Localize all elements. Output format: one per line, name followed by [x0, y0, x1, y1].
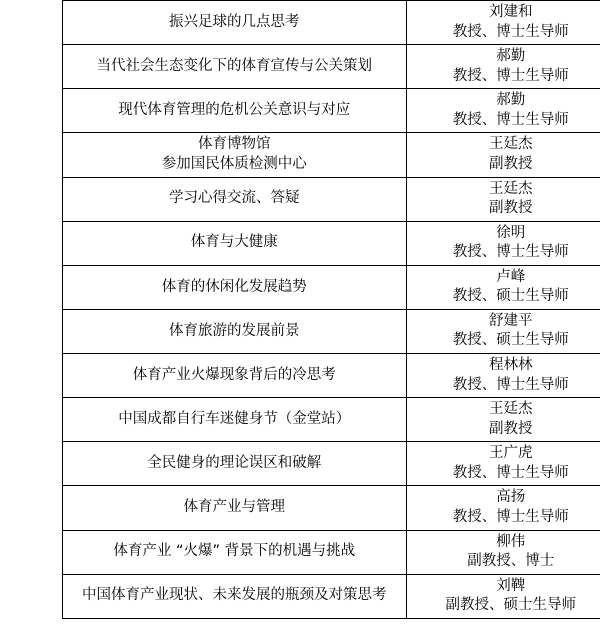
table-row [63, 442, 600, 486]
presenter-cell [406, 221, 600, 265]
topic-line: 体育产业火爆现象背后的冷思考 [132, 366, 336, 383]
topic-line: 学习心得交流、答疑 [169, 190, 300, 207]
table-row [63, 530, 600, 574]
presenter-name: 王廷杰 [489, 180, 533, 197]
presenter-cell [406, 574, 600, 618]
presenter-cell [406, 486, 600, 530]
topic-line: 当代社会生态变化下的体育宣传与公关策划 [96, 57, 373, 74]
presenter-name: 舒建平 [489, 312, 533, 329]
topic-cell [63, 309, 407, 353]
presenter-title: 副教授 [489, 200, 533, 217]
presenter-title: 教授、博士生导师 [452, 464, 569, 481]
topic-line: 体育产业 “火爆” 背景下的机遇与挑战 [113, 543, 356, 560]
topic-cell [63, 354, 407, 398]
presenter-title: 副教授、博士 [467, 553, 555, 570]
presenter-title: 教授、博士生导师 [452, 244, 569, 261]
table-row [63, 1, 600, 45]
schedule-table [62, 0, 600, 619]
presenter-cell [406, 309, 600, 353]
presenter-title: 副教授 [489, 155, 533, 172]
presenter-title: 教授、博士生导师 [452, 111, 569, 128]
table-row [63, 89, 600, 133]
topic-cell [63, 1, 407, 45]
table-row [63, 265, 600, 309]
presenter-name: 王广虎 [489, 445, 533, 462]
presenter-title: 副教授 [489, 420, 533, 437]
presenter-title: 教授、博士生导师 [452, 67, 569, 84]
topic-line: 振兴足球的几点思考 [169, 13, 300, 30]
topic-cell [63, 45, 407, 89]
presenter-cell [406, 177, 600, 221]
presenter-name: 高扬 [496, 489, 526, 506]
table-row [63, 221, 600, 265]
presenter-name: 程林林 [489, 357, 533, 373]
presenter-name: 郝勤 [496, 48, 526, 65]
table-row [63, 133, 600, 177]
presenter-name: 柳伟 [496, 533, 526, 550]
table-row [63, 45, 600, 89]
table-row [63, 574, 600, 618]
presenter-cell [406, 1, 600, 45]
topic-cell [63, 442, 407, 486]
presenter-title: 副教授、硕士生导师 [445, 597, 577, 614]
topic-line: 参加国民体质检测中心 [161, 155, 307, 172]
presenter-title: 教授、硕士生导师 [452, 332, 569, 349]
presenter-name: 郝勤 [496, 92, 526, 109]
table-row [63, 354, 600, 398]
table-body [63, 1, 600, 619]
presenter-name: 刘建和 [489, 4, 533, 20]
table-row [63, 486, 600, 530]
topic-line: 全民健身的理论误区和破解 [147, 455, 322, 472]
presenter-name: 王廷杰 [489, 136, 533, 153]
topic-line: 现代体育管理的危机公关意识与对应 [118, 102, 351, 119]
table-row [63, 398, 600, 442]
presenter-title: 教授、博士生导师 [452, 508, 569, 525]
presenter-cell [406, 530, 600, 574]
presenter-name: 徐明 [496, 224, 526, 241]
topic-cell [63, 574, 407, 618]
presenter-title: 教授、博士生导师 [452, 376, 569, 393]
presenter-name: 刘鞞 [496, 577, 526, 594]
topic-cell [63, 265, 407, 309]
topic-line: 体育与大健康 [190, 234, 278, 251]
topic-cell [63, 133, 407, 177]
presenter-cell [406, 45, 600, 89]
table-row [63, 309, 600, 353]
topic-cell [63, 89, 407, 133]
presenter-name: 卢峰 [496, 268, 526, 285]
presenter-name: 王廷杰 [489, 401, 533, 418]
topic-line: 体育的休闲化发展趋势 [161, 278, 307, 295]
topic-cell [63, 221, 407, 265]
presenter-cell [406, 398, 600, 442]
topic-line: 体育旅游的发展前景 [169, 322, 300, 339]
presenter-cell [406, 442, 600, 486]
topic-line: 体育产业与管理 [183, 499, 286, 516]
presenter-cell [406, 265, 600, 309]
topic-line: 中国体育产业现状、未来发展的瓶颈及对策思考 [82, 587, 387, 604]
topic-cell [63, 486, 407, 530]
presenter-cell [406, 89, 600, 133]
topic-cell [63, 398, 407, 442]
topic-cell [63, 177, 407, 221]
presenter-cell [406, 133, 600, 177]
presenter-title: 教授、硕士生导师 [452, 288, 569, 305]
presenter-cell [406, 354, 600, 398]
topic-cell [63, 530, 407, 574]
topic-line: 中国成都自行车迷健身节（金堂站） [118, 410, 351, 427]
presenter-title: 教授、博士生导师 [452, 23, 569, 40]
table-row [63, 177, 600, 221]
topic-line: 体育博物馆 [198, 136, 271, 153]
